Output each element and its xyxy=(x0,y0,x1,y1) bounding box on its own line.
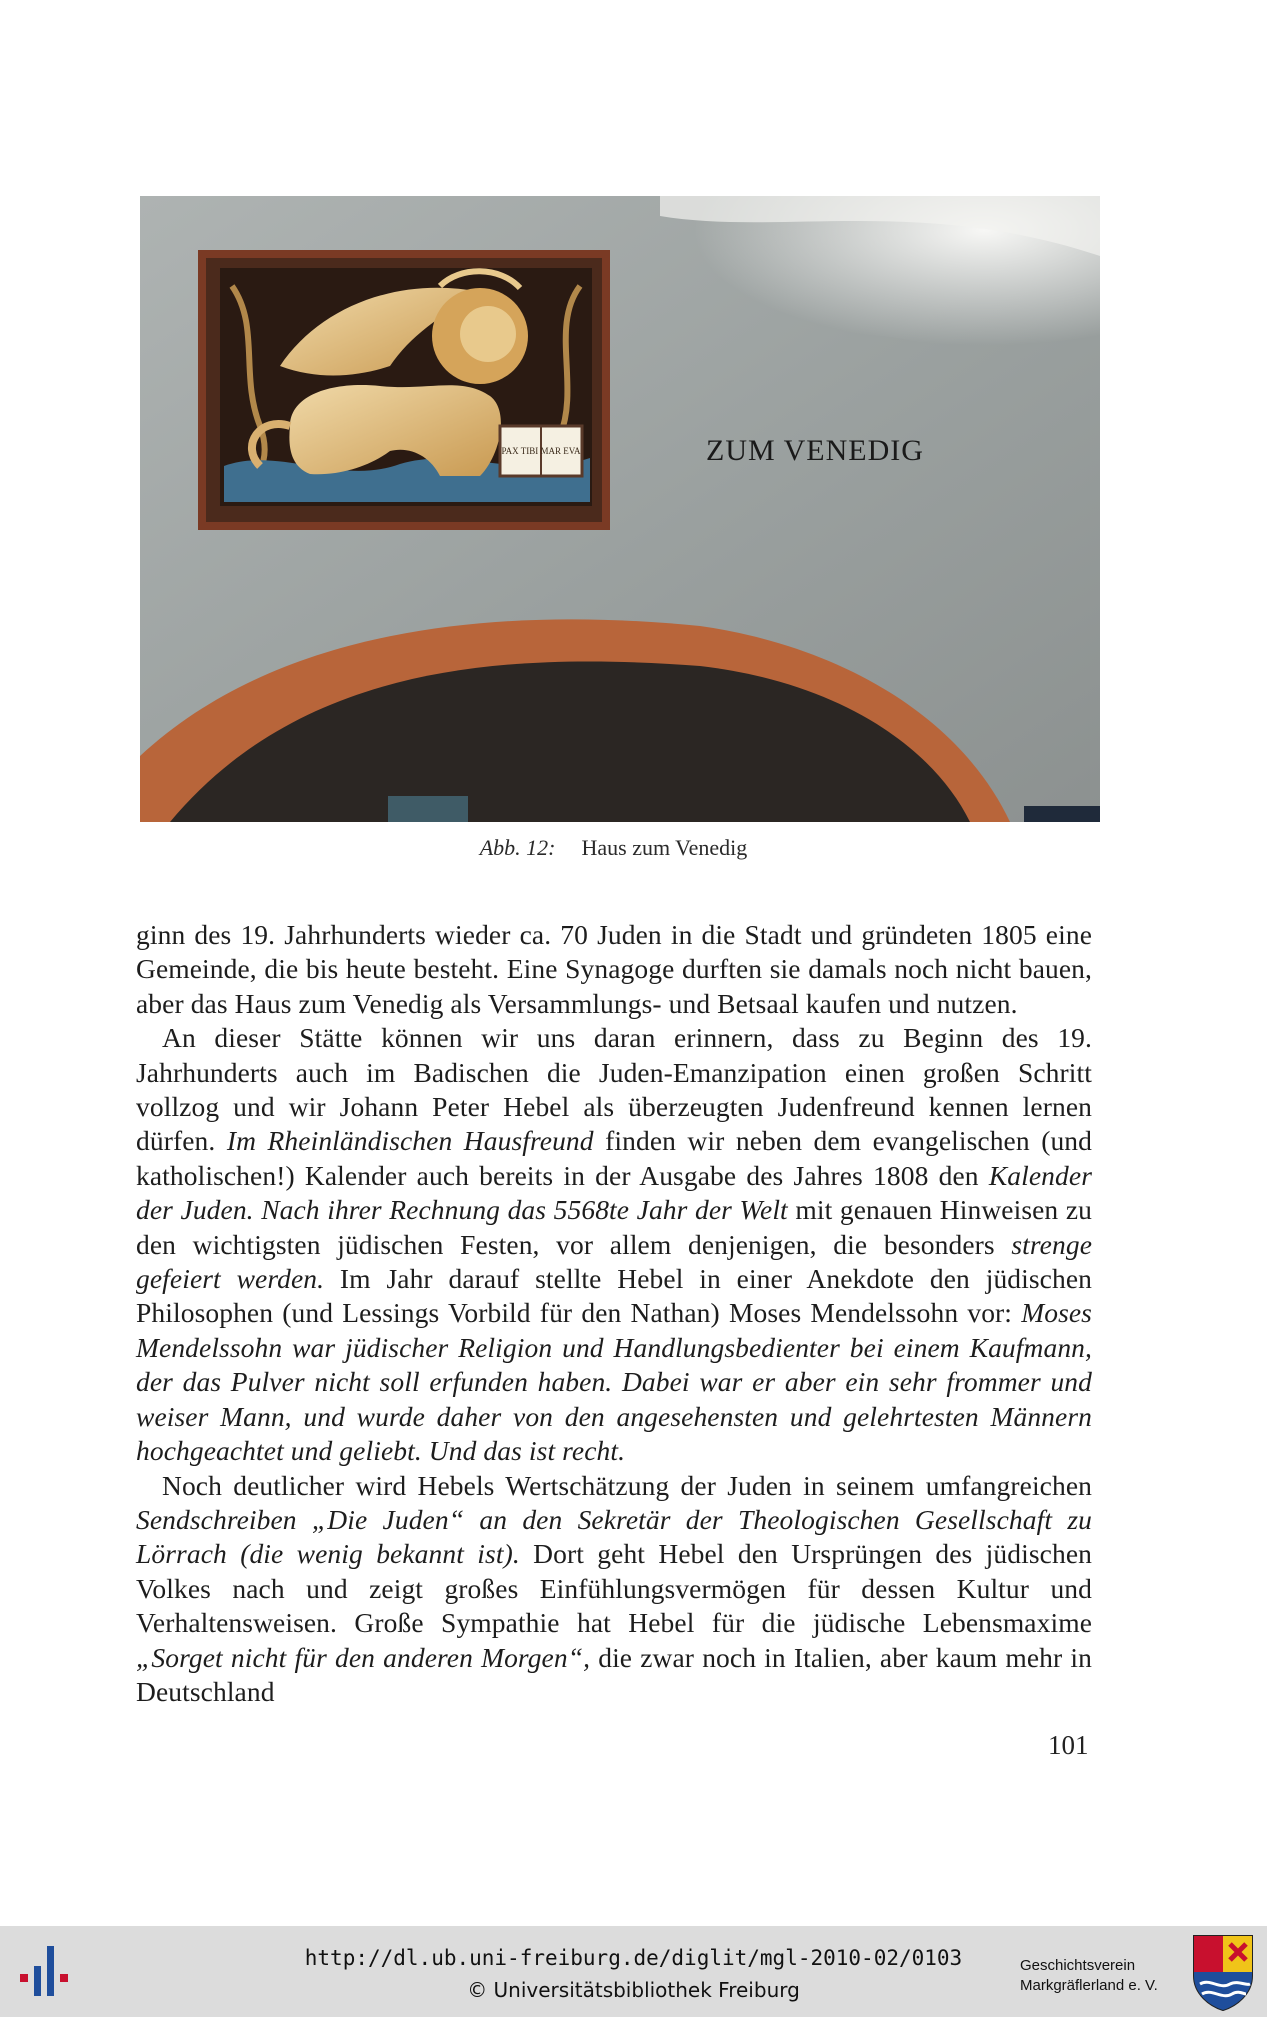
body-paragraph xyxy=(136,1469,1092,1710)
italic-quote: Kalender der Juden. Nach ihrer Rechnung das 5568te Jahr der Welt xyxy=(136,1159,1092,1226)
sign-lettering: ZUM VENEDIG xyxy=(706,434,924,467)
text-run: mit genauen Hinweisen zu den wichtigsten jüdischen Festen, vor allem denjenigen, die besonders xyxy=(136,1194,1092,1260)
text-run: Dort geht Hebel den Ursprüngen des jüdischen Volkes nach und zeigt großes Einfühlungsvermögen für dessen Kultur und Verhaltensweisen. Große Sympathie hat Hebel für die jüdische Lebensmaxime xyxy=(136,1538,1092,1639)
society-line-1: Geschichtsverein xyxy=(1020,1957,1136,1974)
italic-quote: Moses Mendelssohn war jüdischer Religion und Handlungsbedienter bei einem Kaufmann, der das Pulver nicht soll erfunden haben. Dabei war er aber ein sehr frommer und weiser Mann, und wurde daher von den angesehensten und gelehrtesten Männern hochgeachtet und geliebt. Und das ist recht. xyxy=(136,1297,1092,1467)
society-line-2: Markgräflerland e. V. xyxy=(1020,1977,1158,1994)
text-run: Noch deutlicher wird Hebels Wertschätzung der Juden in seinem umfangreichen xyxy=(162,1469,1092,1501)
caption-label: Abb. 12: xyxy=(479,835,556,860)
italic-quote: strenge gefeiert werden. xyxy=(136,1228,1092,1295)
body-text xyxy=(136,918,1092,1709)
book-inscription: PAX TIBI MAR EVA xyxy=(501,446,581,456)
copyright-notice: © Universitätsbibliothek Freiburg xyxy=(467,1978,800,2002)
text-run: ginn des 19. Jahrhunderts wieder ca. 70 Juden in die Stadt und gründeten 1805 eine Gemeinde, die bis heute besteht. Eine Synagoge durften sie damals noch nicht bauen, aber das Haus zum Venedig als Versammlungs- und Betsaal kaufen und nutzen. xyxy=(136,919,1092,1019)
text-run: An dieser Stätte können wir uns daran erinnern, dass zu Beginn des 19. Jahrhunderts auch im Badischen die Juden-Emanzipation einen großen Schritt vollzog und wir Johann Peter Hebel als überzeugten Judenfreund kennen lernen dürfen. xyxy=(136,1022,1092,1157)
page-number: 101 xyxy=(1048,1730,1089,1760)
society-name xyxy=(1020,1956,1195,1996)
text-run: die zwar noch in Italien, aber kaum mehr in Deutschland xyxy=(136,1641,1093,1707)
caption-text: Haus zum Venedig xyxy=(581,835,748,860)
text-run: finden wir neben dem evangelischen (und katholischen!) Kalender auch bereits in der Ausgabe des Jahres 1808 den xyxy=(136,1125,1092,1191)
italic-quote: „Sorget nicht für den anderen Morgen“, xyxy=(136,1641,591,1673)
document-url[interactable]: http://dl.ub.uni-freiburg.de/diglit/mgl-2010-02/0103 xyxy=(304,1946,963,1970)
text-run: Im Jahr darauf stellte Hebel in einer Anekdote den jüdischen Philosophen (und Lessings Vorbild für den Nathan) Moses Mendelssohn vor: xyxy=(136,1263,1092,1329)
body-paragraph xyxy=(136,918,1092,1021)
italic-quote: Im Rheinländischen Hausfreund xyxy=(226,1125,594,1157)
figure-caption xyxy=(0,835,1227,861)
italic-quote: Sendschreiben „Die Juden“ an den Sekretär der Theologischen Gesellschaft zu Lörrach (die wenig bekannt ist). xyxy=(136,1503,1092,1570)
body-paragraph xyxy=(136,1021,1092,1468)
footer-bar xyxy=(0,1926,1267,2017)
figure-photo xyxy=(140,196,1100,822)
coat-of-arms-icon xyxy=(1190,1932,1256,2012)
